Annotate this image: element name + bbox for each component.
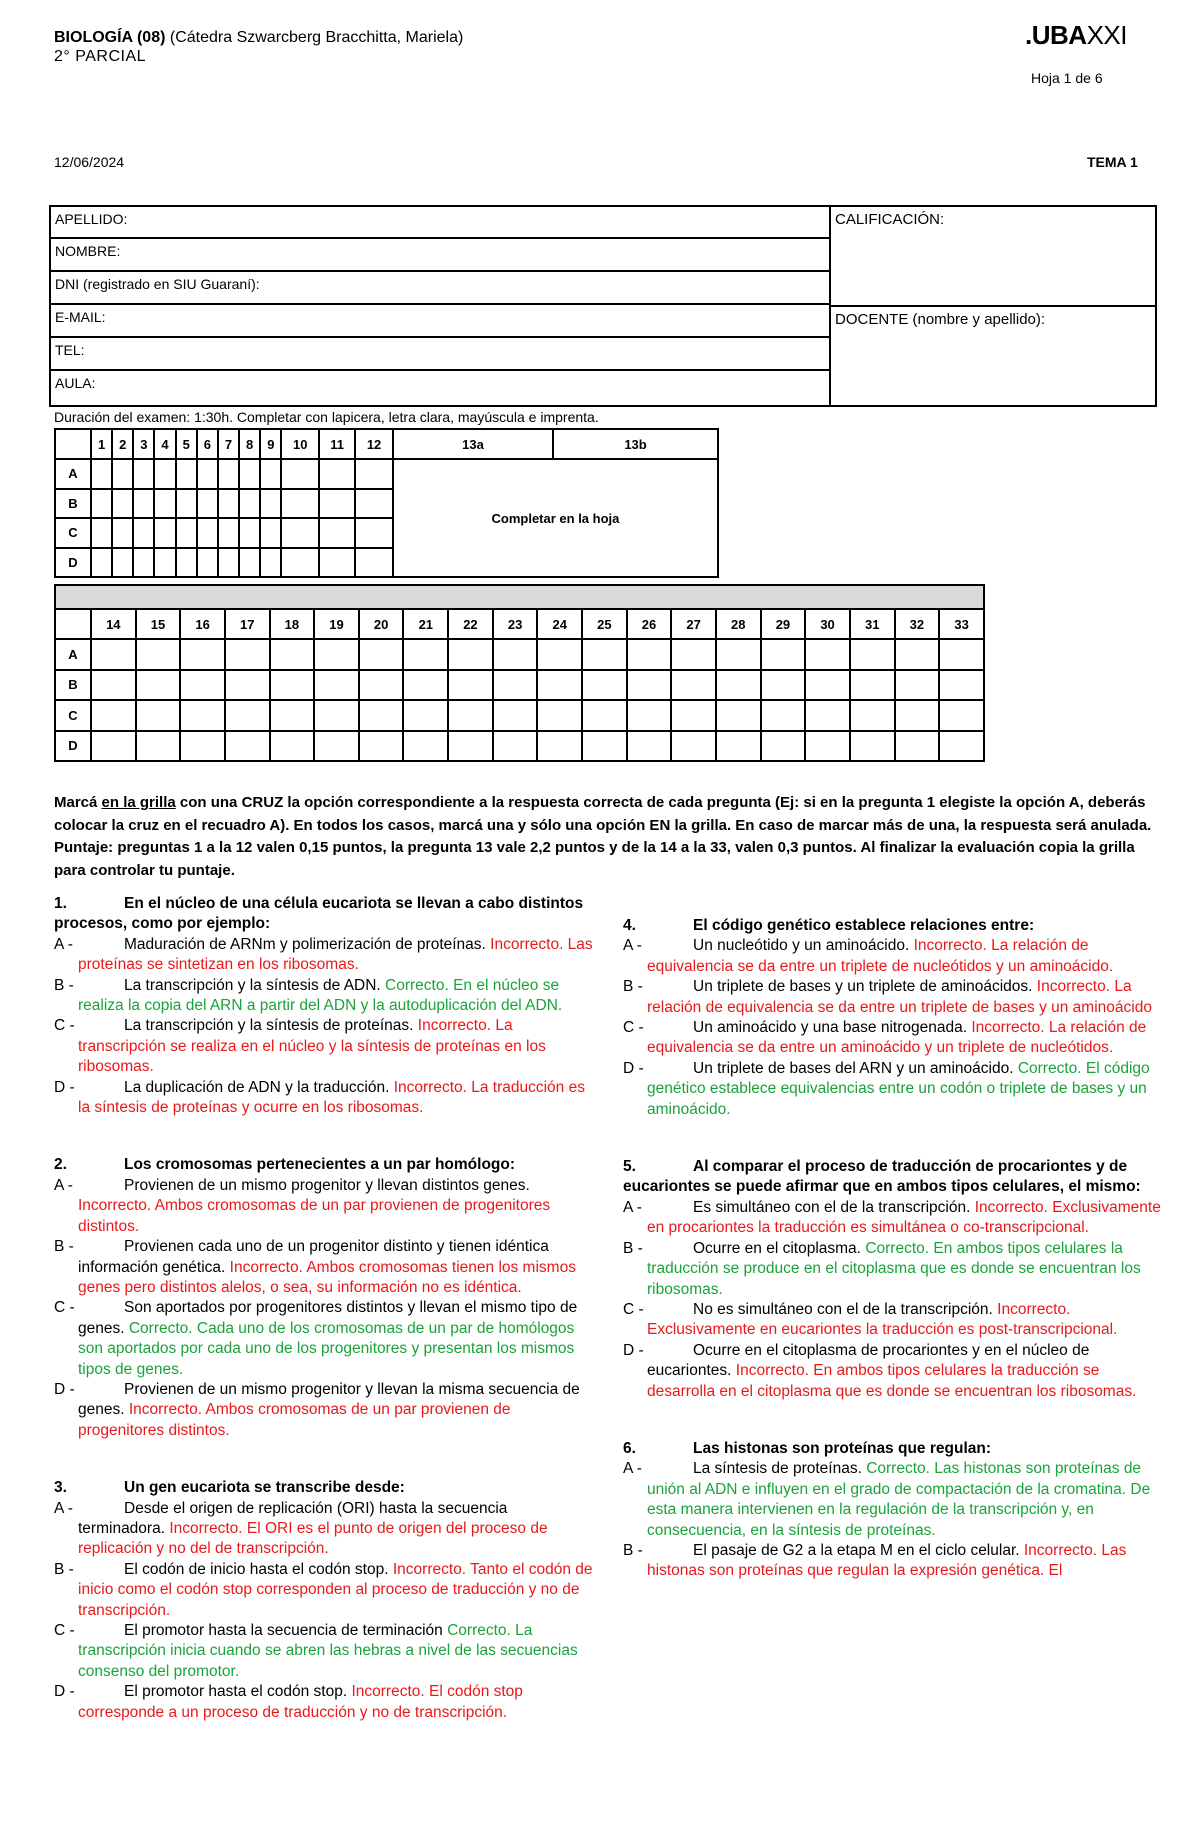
answer-cell[interactable] (761, 670, 806, 701)
q3-option-c: C - El promotor hasta la secuencia de terminación Correcto. La transcripción inicia cuando se abren las hebras a nivel de las secuencias consenso del promotor. (54, 1622, 578, 1680)
q6-option-a: A - La síntesis de proteínas. Correcto. Las histonas son proteínas de unión al ADN e influyen en el grado de compactación de la cromatina. De esta manera intervienen en la regulación de la transcripción y, en consecuencia, en la síntesis de proteínas. (623, 1460, 1151, 1539)
questions-right-column (623, 916, 1163, 1582)
student-info-form (49, 205, 1157, 407)
answer-cell[interactable] (239, 489, 260, 519)
answer-cell[interactable] (895, 700, 940, 731)
answer-cell[interactable] (895, 670, 940, 701)
answer-cell[interactable] (671, 700, 716, 731)
grid-column-header: 25 (582, 609, 627, 639)
answer-cell[interactable] (627, 700, 672, 731)
answer-grid-2 (54, 608, 985, 762)
grid-column-header: 7 (218, 429, 239, 459)
grid-column-header: 29 (761, 609, 806, 639)
answer-cell[interactable] (112, 489, 133, 519)
answer-cell[interactable] (716, 700, 761, 731)
answer-cell[interactable] (493, 731, 538, 762)
grid-column-header: 10 (281, 429, 319, 459)
grid-column-header: 14 (91, 609, 136, 639)
answer-cell[interactable] (895, 731, 940, 762)
question-5-title: 5. Al comparar el proceso de traducción de procariontes y de eucariontes se puede afirmar que en ambos tipos celulares, el mismo: (623, 1158, 1141, 1196)
answer-cell[interactable] (180, 700, 225, 731)
answer-cell[interactable] (716, 731, 761, 762)
grid-column-header: 9 (260, 429, 281, 459)
answer-cell[interactable] (939, 700, 984, 731)
aula-field[interactable]: AULA: (55, 375, 96, 391)
grid-row-label: D (55, 731, 91, 762)
grid-column-header: 26 (627, 609, 672, 639)
answer-cell[interactable] (805, 670, 850, 701)
answer-cell[interactable] (91, 731, 136, 762)
grid-row-label: C (55, 700, 91, 731)
answer-cell[interactable] (91, 700, 136, 731)
answer-cell[interactable] (91, 548, 112, 578)
grid-column-header: 2 (112, 429, 133, 459)
answer-cell[interactable] (91, 518, 112, 548)
q1-option-d: D - La duplicación de ADN y la traducción. Incorrecto. La traducción es la síntesis de proteínas y ocurre en los ribosomas. (54, 1078, 585, 1117)
answer-cell[interactable] (239, 459, 260, 489)
answer-cell[interactable] (260, 518, 281, 548)
answer-cell[interactable] (314, 731, 359, 762)
grid-column-header: 20 (359, 609, 404, 639)
grid-column-header: 13b (553, 429, 718, 459)
answer-cell[interactable] (582, 639, 627, 670)
answer-cell[interactable] (218, 518, 239, 548)
answer-cell[interactable] (176, 459, 197, 489)
answer-cell[interactable] (225, 731, 270, 762)
answer-cell[interactable] (154, 548, 175, 578)
answer-cell[interactable] (239, 518, 260, 548)
answer-cell[interactable] (761, 700, 806, 731)
question-3 (54, 1478, 594, 1723)
answer-cell[interactable] (448, 670, 493, 701)
question-1-title: 1. En el núcleo de una célula eucariota se llevan a cabo distintos procesos, como por ejemplo: (54, 895, 584, 933)
answer-cell[interactable] (136, 670, 181, 701)
answer-cell[interactable] (355, 518, 393, 548)
docente-field[interactable]: DOCENTE (nombre y apellido): (835, 311, 1046, 328)
question-4-title: 4. El código genético establece relaciones entre: (623, 917, 1035, 934)
answer-cell[interactable] (850, 670, 895, 701)
q2-option-b: B - Provienen cada uno de un progenitor distinto y tienen idéntica información genética. Incorrecto. Ambos cromosomas tienen los mismos genes pero distintos alelos, o sea, su información no es idéntica. (54, 1238, 576, 1296)
grid-column-header: 23 (493, 609, 538, 639)
answer-cell[interactable] (314, 700, 359, 731)
answer-cell[interactable] (627, 639, 672, 670)
answer-cell[interactable] (671, 639, 716, 670)
answer-cell[interactable] (133, 459, 154, 489)
grid-column-header: 3 (133, 429, 154, 459)
answer-cell[interactable] (939, 639, 984, 670)
answer-cell[interactable] (225, 700, 270, 731)
grid-row-label: B (55, 489, 91, 519)
answer-cell[interactable] (403, 670, 448, 701)
answer-cell[interactable] (716, 670, 761, 701)
answer-cell[interactable] (403, 700, 448, 731)
grid-column-header: 13a (393, 429, 553, 459)
q5-option-d: D - Ocurre en el citoplasma de procariontes y en el núcleo de eucariontes. Incorrecto. En ambos tipos celulares la traducción se desarrolla en el citoplasma que es donde se encuentran los ribosomas. (623, 1341, 1137, 1400)
q4-option-a: A - Un nucleótido y un aminoácido. Incorrecto. La relación de equivalencia se da entre un triplete de nucleótidos y un aminoácido. (623, 937, 1114, 975)
answer-cell[interactable] (112, 518, 133, 548)
grid-corner-cell (55, 429, 91, 459)
answer-cell[interactable] (180, 670, 225, 701)
exam-name: 2° PARCIAL (54, 48, 147, 65)
q5-option-a: A - Es simultáneo con el de la transcripción. Incorrecto. Exclusivamente en procariontes la traducción es simultánea o co-transcripcional. (623, 1198, 1161, 1237)
answer-cell[interactable] (314, 639, 359, 670)
exam-duration: Duración del examen: 1:30h. Completar con lapicera, letra clara, mayúscula e imprenta. (54, 409, 599, 425)
grid-column-header: 31 (850, 609, 895, 639)
answer-cell[interactable] (136, 639, 181, 670)
grid-column-header: 33 (939, 609, 984, 639)
grid-column-header: 5 (176, 429, 197, 459)
answer-cell[interactable] (355, 459, 393, 489)
q2-option-d: D - Provienen de un mismo progenitor y llevan la misma secuencia de genes. Incorrecto. Ambos cromosomas de un par provienen de progenitores distintos. (54, 1380, 580, 1439)
answer-cell[interactable] (197, 489, 218, 519)
answer-cell[interactable] (537, 670, 582, 701)
answer-cell[interactable] (359, 731, 404, 762)
answer-cell[interactable] (176, 548, 197, 578)
question-5 (623, 1157, 1163, 1402)
answer-cell[interactable] (582, 731, 627, 762)
answer-cell[interactable] (281, 489, 319, 519)
answer-cell[interactable] (154, 518, 175, 548)
answer-cell[interactable] (136, 731, 181, 762)
answer-cell[interactable] (197, 518, 218, 548)
answer-cell[interactable] (805, 731, 850, 762)
answer-cell[interactable] (627, 670, 672, 701)
answer-cell[interactable] (133, 518, 154, 548)
answer-cell[interactable] (895, 639, 940, 670)
answer-cell[interactable] (671, 670, 716, 701)
subject-code: BIOLOGÍA (08) (54, 29, 166, 46)
answer-cell[interactable] (493, 639, 538, 670)
answer-cell[interactable] (180, 731, 225, 762)
grid-row-label: A (55, 639, 91, 670)
grid-column-header: 12 (355, 429, 393, 459)
page-indicator: Hoja 1 de 6 (1031, 70, 1103, 86)
calificacion-field[interactable]: CALIFICACIÓN: (835, 211, 945, 228)
q4-option-d: D - Un triplete de bases del ARN y un aminoácido. Correcto. El código genético establece equivalencias entre un codón o triplete de bases y un aminoácido. (623, 1059, 1150, 1118)
answer-cell[interactable] (281, 459, 319, 489)
grid-corner-cell (55, 609, 91, 639)
answer-cell[interactable] (671, 731, 716, 762)
grid-column-header: 6 (197, 429, 218, 459)
answer-cell[interactable] (448, 731, 493, 762)
answer-cell[interactable] (850, 700, 895, 731)
answer-cell[interactable] (537, 700, 582, 731)
q1-option-b: B - La transcripción y la síntesis de ADN. Correcto. En el núcleo se realiza la copia del ARN a partir del ADN y la autoduplicación del ADN. (54, 976, 563, 1015)
answer-cell[interactable] (319, 459, 355, 489)
answer-cell[interactable] (448, 639, 493, 670)
answer-cell[interactable] (281, 518, 319, 548)
answer-cell[interactable] (314, 670, 359, 701)
answer-cell[interactable] (260, 548, 281, 578)
answer-cell[interactable] (176, 518, 197, 548)
answer-cell[interactable] (197, 548, 218, 578)
grid-column-header: 24 (537, 609, 582, 639)
question-2-title: 2. Los cromosomas pertenecientes a un par homólogo: (54, 1156, 516, 1174)
answer-cell[interactable] (270, 670, 315, 701)
answer-cell[interactable] (133, 489, 154, 519)
answer-cell[interactable] (225, 639, 270, 670)
grid-column-header: 27 (671, 609, 716, 639)
question-6 (623, 1439, 1163, 1582)
answer-cell[interactable] (582, 670, 627, 701)
answer-cell[interactable] (260, 489, 281, 519)
grid-column-header: 30 (805, 609, 850, 639)
complete-on-sheet-note: Completar en la hoja (393, 459, 718, 577)
grid-column-header: 21 (403, 609, 448, 639)
grid-column-header: 11 (319, 429, 355, 459)
answer-cell[interactable] (218, 459, 239, 489)
answer-cell[interactable] (270, 639, 315, 670)
uba-xxi-logo: .UBAXXI (1025, 20, 1127, 50)
answer-cell[interactable] (112, 459, 133, 489)
q5-option-c: C - No es simultáneo con el de la transcripción. Incorrecto. Exclusivamente en eucariontes la traducción es post-transcripcional. (623, 1300, 1118, 1339)
grid-row-label: C (55, 518, 91, 548)
answer-cell[interactable] (582, 700, 627, 731)
answer-cell[interactable] (136, 700, 181, 731)
answer-cell[interactable] (448, 700, 493, 731)
q3-option-d: D - El promotor hasta el codón stop. Incorrecto. El codón stop corresponde a un proceso de traducción y no de transcripción. (54, 1683, 523, 1721)
tel-field[interactable]: TEL: (51, 338, 829, 371)
answer-cell[interactable] (939, 670, 984, 701)
answer-cell[interactable] (761, 731, 806, 762)
grid-row-label: D (55, 548, 91, 578)
question-1 (54, 894, 594, 1118)
answer-cell[interactable] (239, 548, 260, 578)
answer-cell[interactable] (319, 518, 355, 548)
answer-cell[interactable] (359, 639, 404, 670)
questions-left-column (54, 894, 594, 1723)
answer-cell[interactable] (403, 639, 448, 670)
grid-column-header: 8 (239, 429, 260, 459)
email-field[interactable]: E-MAIL: (51, 305, 829, 338)
answer-cell[interactable] (537, 731, 582, 762)
answer-cell[interactable] (359, 700, 404, 731)
exam-topic: TEMA 1 (1087, 154, 1138, 170)
q2-option-c: C - Son aportados por progenitores distintos y llevan el mismo tipo de genes. Correcto. Cada uno de los cromosomas de un par de homólogos son aportados por cada uno de los progenitores y presentan los mismos tipos de genes. (54, 1299, 578, 1378)
grid-column-header: 28 (716, 609, 761, 639)
grid-column-header: 16 (180, 609, 225, 639)
answer-cell[interactable] (850, 731, 895, 762)
grid-column-header: 22 (448, 609, 493, 639)
question-6-title: 6. Las histonas son proteínas que regulan: (623, 1439, 991, 1457)
q4-option-c: C - Un aminoácido y una base nitrogenada. Incorrecto. La relación de equivalencia se da entre un aminoácido y un triplete de nucleótidos. (623, 1019, 1147, 1057)
answer-cell[interactable] (805, 639, 850, 670)
question-4 (623, 916, 1163, 1120)
grid-column-header: 17 (225, 609, 270, 639)
answer-cell[interactable] (761, 639, 806, 670)
q3-option-a: A - Desde el origen de replicación (ORI) hasta la secuencia terminadora. Incorrecto. El ORI es el punto de origen del proceso de replicación y no del de transcripción. (54, 1499, 548, 1558)
nombre-field[interactable]: NOMBRE: (51, 239, 829, 272)
answer-cell[interactable] (112, 548, 133, 578)
grid-column-header: 32 (895, 609, 940, 639)
grid-separator-band (54, 584, 985, 610)
apellido-field[interactable]: APELLIDO: (51, 207, 829, 239)
question-3-title: 3. Un gen eucariota se transcribe desde: (54, 1479, 405, 1497)
grid-column-header: 18 (270, 609, 315, 639)
q2-option-a: A - Provienen de un mismo progenitor y llevan distintos genes. Incorrecto. Ambos cromosomas de un par provienen de progenitores distintos. (54, 1176, 551, 1235)
answer-cell[interactable] (355, 489, 393, 519)
grid-column-header: 19 (314, 609, 359, 639)
answer-cell[interactable] (319, 489, 355, 519)
answer-cell[interactable] (359, 670, 404, 701)
exam-date: 12/06/2024 (54, 154, 125, 170)
answer-cell[interactable] (176, 489, 197, 519)
q1-option-a: A - Maduración de ARNm y polimerización de proteínas. Incorrecto. Las proteínas se sintetizan en los ribosomas. (54, 935, 593, 974)
answer-cell[interactable] (939, 731, 984, 762)
grid-column-header: 4 (154, 429, 175, 459)
answer-cell[interactable] (154, 459, 175, 489)
answer-cell[interactable] (91, 489, 112, 519)
instructions: Marcá en la grilla con una CRUZ la opción correspondiente a la respuesta correcta de cada pregunta (Ej: si en la pregunta 1 elegiste la opción A, deberás colocar la cruz en el recuadro A). En todos los casos, marcá una y sólo una opción EN la grilla. En caso de marcar más de una, la respuesta será anulada. Puntaje: preguntas 1 a la 12 valen 0,15 puntos, la pregunta 13 vale 2,2 puntos y de la 14 a la 33, valen 0,3 puntos. Al finalizar la evaluación copia la grilla para controlar tu puntaje. (54, 794, 1152, 879)
answer-cell[interactable] (270, 731, 315, 762)
answer-cell[interactable] (91, 670, 136, 701)
answer-cell[interactable] (218, 548, 239, 578)
q1-option-c: C - La transcripción y la síntesis de proteínas. Incorrecto. La transcripción se realiza en el núcleo y la síntesis de proteínas en los ribosomas. (54, 1017, 546, 1076)
answer-cell[interactable] (225, 670, 270, 701)
dni-field[interactable]: DNI (registrado en SIU Guaraní): (51, 272, 829, 305)
answer-cell[interactable] (716, 639, 761, 670)
answer-grid-1 (54, 428, 719, 578)
q4-option-b: B - Un triplete de bases y un triplete de aminoácidos. Incorrecto. La relación de equivalencia se da entre un triplete de bases y un aminoácido (623, 978, 1152, 1016)
answer-cell[interactable] (133, 548, 154, 578)
answer-cell[interactable] (91, 459, 112, 489)
answer-cell[interactable] (403, 731, 448, 762)
answer-cell[interactable] (493, 700, 538, 731)
answer-cell[interactable] (319, 548, 355, 578)
answer-cell[interactable] (180, 639, 225, 670)
question-2 (54, 1155, 594, 1441)
q5-option-b: B - Ocurre en el citoplasma. Correcto. En ambos tipos celulares la traducción se produce en el citoplasma que es donde se encuentran los ribosomas. (623, 1239, 1141, 1298)
grid-row-label: B (55, 670, 91, 701)
answer-cell[interactable] (270, 700, 315, 731)
q3-option-b: B - El codón de inicio hasta el codón stop. Incorrecto. Tanto el codón de inicio como el codón stop corresponden al proceso de traducción y no de transcripción. (54, 1560, 593, 1619)
answer-cell[interactable] (281, 548, 319, 578)
answer-cell[interactable] (154, 489, 175, 519)
answer-cell[interactable] (260, 459, 281, 489)
grid-row-label: A (55, 459, 91, 489)
answer-cell[interactable] (91, 639, 136, 670)
q6-option-b: B - El pasaje de G2 a la etapa M en el ciclo celular. Incorrecto. Las histonas son proteínas que regulan la expresión genética. El (623, 1541, 1127, 1580)
answer-cell[interactable] (850, 639, 895, 670)
answer-cell[interactable] (218, 489, 239, 519)
answer-cell[interactable] (537, 639, 582, 670)
answer-cell[interactable] (197, 459, 218, 489)
course-title (54, 28, 463, 47)
answer-cell[interactable] (805, 700, 850, 731)
grid-column-header: 15 (136, 609, 181, 639)
answer-cell[interactable] (627, 731, 672, 762)
answer-cell[interactable] (355, 548, 393, 578)
chair-name: (Cátedra Szwarcberg Bracchitta, Mariela) (165, 29, 464, 46)
answer-cell[interactable] (493, 670, 538, 701)
grid-column-header: 1 (91, 429, 112, 459)
